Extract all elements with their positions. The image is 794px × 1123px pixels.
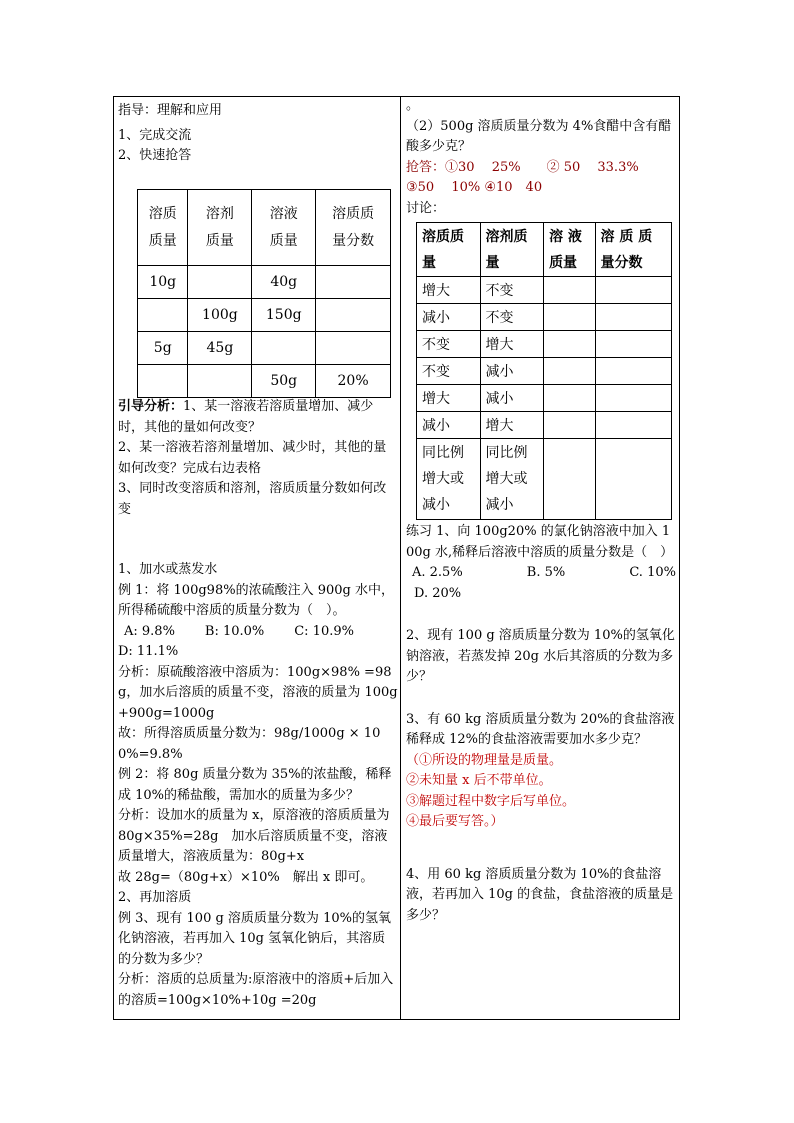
- example-1-options: [118, 622, 354, 643]
- table-cell: [544, 385, 595, 412]
- left-analysis: [118, 397, 398, 1011]
- right-exercises: [406, 522, 676, 926]
- table-cell: [316, 299, 391, 332]
- table-row: [417, 304, 672, 331]
- table-cell: [544, 439, 595, 520]
- table-cell: 减小: [480, 385, 544, 412]
- table-cell: [544, 277, 595, 304]
- option-b: B. 5%: [526, 565, 566, 580]
- table-cell: 减小: [480, 358, 544, 385]
- table-row: [417, 412, 672, 439]
- option-b: B: 10.0%: [204, 623, 265, 639]
- option-a: A. 2.5%: [412, 565, 463, 580]
- table-cell: 增大: [480, 331, 544, 358]
- table-cell: [544, 331, 595, 358]
- table-row: [417, 277, 672, 304]
- table-cell: [595, 331, 671, 358]
- table-cell: [544, 358, 595, 385]
- example-1: 例 1：将 100g98%的浓硫酸注入 900g 水中，所得稀硫酸中溶质的质量分数为（ ）。: [118, 582, 394, 618]
- table-cell: [316, 266, 391, 299]
- table-cell: [188, 266, 252, 299]
- analysis-1: 引导分析：1、某一溶液若溶质量增加、减少时，其他的量如何改变？: [118, 399, 374, 435]
- table-cell: 减小: [417, 304, 481, 331]
- table-cell: 45g: [188, 332, 252, 365]
- table-cell: 同比例 增大或 减小: [417, 439, 481, 520]
- table-cell: 不变: [480, 304, 544, 331]
- header-cell: 溶质质 量: [417, 223, 481, 277]
- option-c: C: 10.9%: [294, 623, 354, 639]
- step-1: 1、完成交流: [118, 127, 192, 143]
- header-cell: 溶剂质 量: [480, 223, 544, 277]
- quick-answers-line-1: 抢答：①30 25% ② 50 33.3%: [406, 159, 639, 175]
- right-column: [406, 96, 676, 219]
- analysis-3: 3、同时改变溶质和溶剂，溶质质量分数如何改变: [118, 481, 387, 517]
- table-cell: [252, 332, 316, 365]
- header-cell: 溶 液 质量: [544, 223, 595, 277]
- exercise-2: 2、现有 100 g 溶质质量分数为 10%的氢氧化钠溶液，若蒸发掉 20g 水后其溶质的分数为多少？: [406, 628, 675, 684]
- table-cell: 增大: [417, 277, 481, 304]
- table-cell: 100g: [188, 299, 252, 332]
- table-cell: [316, 332, 391, 365]
- table-cell: [595, 412, 671, 439]
- header-cell: 溶质质 量分数: [316, 190, 391, 266]
- section-1-title: 1、加水或蒸发水: [118, 562, 218, 577]
- analysis-2: 2、某一溶液若溶剂量增加、减少时，其他的量如何改变？完成右边表格: [118, 440, 387, 476]
- answer-example-2: 故 28g=（80g+x）×10% 解出 x 即可。: [118, 869, 374, 885]
- discussion-label: 讨论：: [406, 200, 446, 216]
- note-4: ④最后要写答。）: [406, 814, 504, 829]
- table-cell: 150g: [252, 299, 316, 332]
- table-row: [138, 299, 391, 332]
- table-cell: 不变: [480, 277, 544, 304]
- analysis-example-1: 分析：原硫酸溶液中溶质为：100g×98% =98g，加水后溶质的质量不变，溶液的质量为 100g+900g=1000g: [118, 664, 398, 721]
- exercise-3: 3、有 60 kg 溶质质量分数为 20%的食盐溶液稀释成 12%的食盐溶液需要加水多少克？: [406, 711, 675, 747]
- table-cell: 减小: [417, 412, 481, 439]
- example-3: 例 3、现有 100 g 溶质质量分数为 10%的氢氧化钠溶液，若再加入 10g 氢氧化钠后，其溶质的分数为多少？: [118, 910, 391, 967]
- table-cell: 20%: [316, 365, 391, 398]
- analysis-label: 引导分析：: [118, 399, 184, 414]
- note-2: ②未知量 x 后不带单位。: [406, 773, 552, 788]
- table-cell: [188, 365, 252, 398]
- table-cell: 5g: [138, 332, 188, 365]
- table-cell: [595, 358, 671, 385]
- section-2-title: 2、再加溶质: [118, 890, 192, 905]
- question-2: （2）500g 溶质质量分数为 4%食醋中含有醋酸多少克？: [406, 118, 672, 154]
- table-cell: 不变: [417, 358, 481, 385]
- table-cell: [595, 304, 671, 331]
- option-d: D. 20%: [414, 585, 462, 601]
- table-row: [138, 332, 391, 365]
- column-divider: [400, 96, 401, 1020]
- quick-answers-line-2: ③50 10% ④10 40: [406, 180, 543, 195]
- table-row: [417, 331, 672, 358]
- table-cell: 40g: [252, 266, 316, 299]
- left-column: [118, 100, 398, 167]
- header-cell: 溶液 质量: [252, 190, 316, 266]
- analysis-example-3: 分析：溶质的总质量为:原溶液中的溶质+后加入的溶质=100g×10%+10g =20g: [118, 972, 394, 1008]
- header-cell: 溶剂 质量: [188, 190, 252, 266]
- step-2: 2、快速抢答: [118, 148, 192, 163]
- exercise-1: 练习 1、向 100g20% 的氯化钠溶液中加入 100g 水,稀释后溶液中溶质的质量分数是（ ）: [406, 524, 674, 560]
- table-row: [417, 385, 672, 412]
- table-row: [138, 266, 391, 299]
- table-cell: [595, 277, 671, 304]
- table-cell: 50g: [252, 365, 316, 398]
- option-d: D: 11.1%: [118, 644, 179, 659]
- table-row: [417, 439, 672, 520]
- table-cell: 增大: [417, 385, 481, 412]
- analysis-example-2: 分析：设加水的质量为 x，原溶液的溶质质量为 80g×35%=28g 加水后溶质质量不变，溶液质量增大，溶液质量为：80g+x: [118, 808, 390, 864]
- table-cell: 同比例 增大或 减小: [480, 439, 544, 520]
- header-cell: 溶质 质量: [138, 190, 188, 266]
- option-c: C. 10%: [629, 565, 676, 580]
- continuation-mark: 。: [406, 98, 420, 113]
- table-row: [138, 365, 391, 398]
- table-cell: [544, 412, 595, 439]
- table-cell: 增大: [480, 412, 544, 439]
- header-cell: 溶 质 质 量分数: [595, 223, 671, 277]
- table-cell: 10g: [138, 266, 188, 299]
- guide-heading: 指导：理解和应用: [118, 103, 223, 118]
- discussion-table: [416, 222, 672, 520]
- exercise-1-options: [406, 563, 676, 584]
- table-cell: [595, 385, 671, 412]
- example-2: 例 2：将 80g 质量分数为 35%的浓盐酸，稀释成 10%的稀盐酸，需加水的质量为多少？: [118, 767, 392, 803]
- table-cell: 不变: [417, 331, 481, 358]
- option-a: A: 9.8%: [124, 623, 175, 639]
- note-1: （①所设的物理量是质量。: [406, 752, 563, 768]
- exercise-4: 4、用 60 kg 溶质质量分数为 10%的食盐溶液，若再加入 10g 的食盐，食盐溶液的质量是多少？: [406, 866, 674, 923]
- answer-example-1: 故：所得溶质质量分数为：98g/1000g × 100%=9.8%: [118, 726, 381, 762]
- quick-answer-table: [137, 189, 391, 398]
- table-cell: [595, 439, 671, 520]
- table-row: [417, 358, 672, 385]
- table-cell: [138, 299, 188, 332]
- table-cell: [138, 365, 188, 398]
- note-3: ③解题过程中数字后写单位。: [406, 793, 576, 809]
- table-cell: [544, 304, 595, 331]
